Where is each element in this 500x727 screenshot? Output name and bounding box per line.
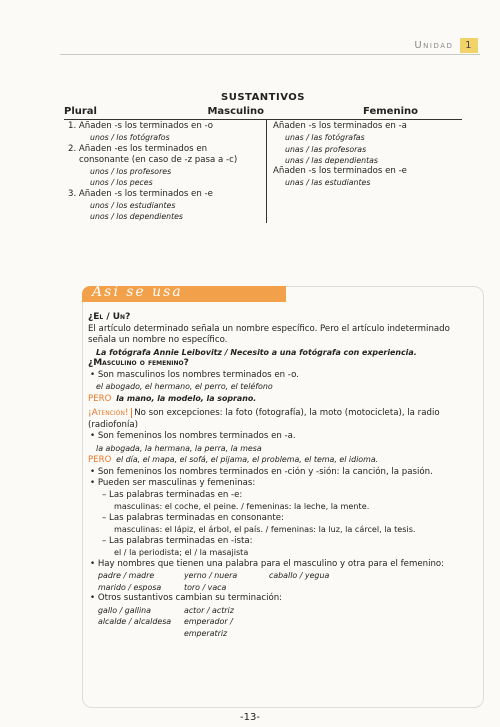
rule-line: Añaden -s los terminados en -e <box>273 166 407 177</box>
col-femenino: Femenino <box>363 106 418 117</box>
table-title: SUSTANTIVOS <box>221 92 305 103</box>
paragraph: El artículo determinado señala un nombre específico. Pero el artículo indeterminado señala un nombre no específico. <box>88 323 450 345</box>
header-rule <box>60 54 480 55</box>
example-line: unos / los peces <box>90 178 153 188</box>
table-body <box>64 120 462 223</box>
pair: actor / actriz <box>184 605 234 615</box>
pair: marido / esposa <box>98 582 162 592</box>
sub-item: – Las palabras terminadas en -e: <box>102 489 243 500</box>
pairs-grid <box>88 605 480 640</box>
example-line: La fotógrafa Annie Leibovitz / Necesito a una fotógrafa con experiencia. <box>96 347 417 357</box>
unit-label: Unidad <box>414 40 454 51</box>
bullet: • Son femeninos los nombres terminados en -ción y -sión: la canción, la pasión. <box>88 467 480 479</box>
pair: toro / vaca <box>184 582 227 592</box>
unit-number: 1 <box>460 38 478 53</box>
masculino-column <box>64 120 267 223</box>
example-line: la abogada, la hermana, la perra, la mesa <box>96 443 262 453</box>
pair: padre / madre <box>98 571 155 580</box>
sub-example: el / la periodista; el / la masajista <box>114 547 249 557</box>
pair: gallo / gallina <box>98 605 151 615</box>
example-line: el día, el mapa, el sofá, el pijama, el problema, el tema, el idioma. <box>116 455 379 464</box>
pair <box>269 616 379 639</box>
bullet: • Son masculinos los nombres terminados en -o. <box>88 370 480 382</box>
pair: caballo / yegua <box>269 571 330 580</box>
bullet: • Son femeninos los nombres terminados en -a. <box>88 431 480 443</box>
bullet: • Hay nombres que tienen una palabra para el masculino y otra para el femenino: <box>88 559 480 571</box>
pero-label: PERO <box>88 393 112 404</box>
atencion-text: No son excepciones: la foto (fotografía), la moto (motocicleta), la radio (radiofonía) <box>88 408 440 430</box>
pairs-grid <box>88 570 480 593</box>
pair: yerno / nuera <box>184 571 238 580</box>
col-masculino: Masculino <box>207 106 264 117</box>
bullet: • Otros sustantivos cambian su terminación: <box>88 593 480 605</box>
rule-line: 2. Añaden -es los terminados en <box>68 143 208 154</box>
sub-example: masculinas: el lápiz, el árbol, el país. / femeninas: la luz, la cárcel, la tesis. <box>114 524 416 534</box>
rule-line: 1. Añaden -s los terminados en -o <box>68 121 214 131</box>
bullet: • Pueden ser masculinas y femeninas: <box>88 478 480 490</box>
page-number: -13- <box>240 712 260 723</box>
example-line: unos / los fotógrafos <box>90 133 170 143</box>
example-line: unos / los dependientes <box>90 212 183 222</box>
example-line: unos / los estudiantes <box>90 201 176 211</box>
sub-item: – Las palabras terminadas en -ista: <box>102 535 253 546</box>
example-line: unos / los profesores <box>90 167 172 177</box>
table-header <box>64 106 462 120</box>
femenino-column <box>267 120 462 223</box>
asi-se-usa-content <box>88 312 480 639</box>
rule-line: 3. Añaden -s los terminados en -e <box>68 188 213 199</box>
sustantivos-table <box>64 92 462 223</box>
example-line: la mano, la modelo, la soprano. <box>116 393 257 403</box>
unit-tag <box>414 38 478 53</box>
pair <box>269 605 379 617</box>
col-plural: Plural <box>64 106 97 117</box>
pero-label: PERO <box>88 455 112 465</box>
example-line: el abogado, el hermano, el perro, el teléfono <box>96 382 273 391</box>
pair: emperador / emperatriz <box>184 617 233 638</box>
pair <box>269 582 379 594</box>
example-line: unas / las fotógrafas <box>285 133 365 143</box>
example-line: unas / las profesoras <box>285 144 367 154</box>
sub-item: – Las palabras terminadas en consonante: <box>102 512 284 523</box>
pair: alcalde / alcaldesa <box>98 617 172 626</box>
question-heading: ¿Masculino o femenino? <box>88 358 189 368</box>
rule-line: Añaden -s los terminados en -a <box>273 121 407 131</box>
sub-example: masculinas: el coche, el peine. / femeninas: la leche, la mente. <box>114 501 370 511</box>
question-heading: ¿El / Un? <box>88 312 131 322</box>
example-line: unas / las dependientas <box>285 155 378 165</box>
asi-se-usa-title: Así se usa <box>92 284 183 300</box>
atencion-label: ¡Atención! <box>88 408 132 418</box>
example-line: unas / las estudiantes <box>285 178 371 188</box>
rule-line: consonante (en caso de -z pasa a -c) <box>79 154 238 165</box>
